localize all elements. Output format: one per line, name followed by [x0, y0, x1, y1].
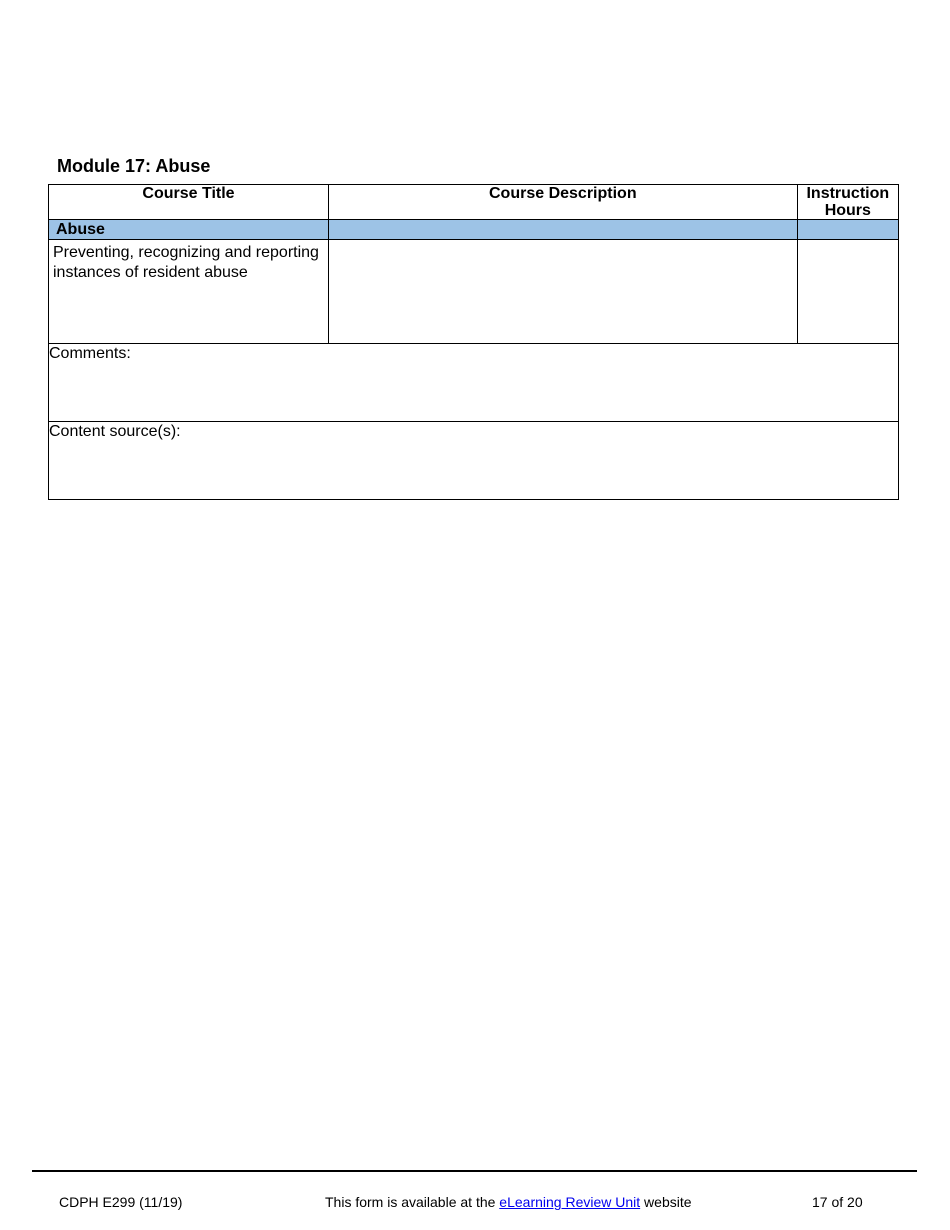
section-label-cell [49, 220, 329, 240]
table-row [49, 240, 899, 344]
course-title-header: Course Title [49, 185, 329, 220]
availability-prefix: This form is available at the [325, 1194, 500, 1210]
instruction-hours-header-line1: Instruction [806, 185, 890, 202]
form-id: CDPH E299 (11/19) [59, 1194, 183, 1210]
comments-label: Comments: [49, 345, 131, 362]
instruction-hours-header-line2: Hours [824, 202, 871, 219]
availability-note [325, 1194, 692, 1211]
section-row [49, 220, 899, 240]
content-sources-row [49, 422, 899, 500]
course-table [48, 184, 899, 500]
content-sources-field[interactable] [49, 422, 899, 500]
hours-cell[interactable] [797, 240, 898, 344]
footer-divider [32, 1170, 917, 1172]
course-description-header: Course Description [328, 185, 797, 220]
instruction-hours-header [797, 185, 898, 220]
module-title: Module 17: Abuse [57, 156, 211, 176]
topic-cell [49, 240, 329, 344]
section-description-cell [328, 220, 797, 240]
availability-suffix: website [640, 1194, 692, 1210]
table-header-row [49, 185, 899, 220]
topic-text: Preventing, recognizing and reporting instances of resident abuse [53, 244, 319, 281]
comments-row [49, 344, 899, 422]
description-cell[interactable] [328, 240, 797, 344]
content-sources-label: Content source(s): [49, 423, 181, 440]
section-hours-cell [797, 220, 898, 240]
page-number: 17 of 20 [812, 1194, 863, 1210]
elearning-review-unit-link[interactable]: eLearning Review Unit [499, 1194, 641, 1210]
section-label: Abuse [56, 221, 105, 238]
comments-field[interactable] [49, 344, 899, 422]
